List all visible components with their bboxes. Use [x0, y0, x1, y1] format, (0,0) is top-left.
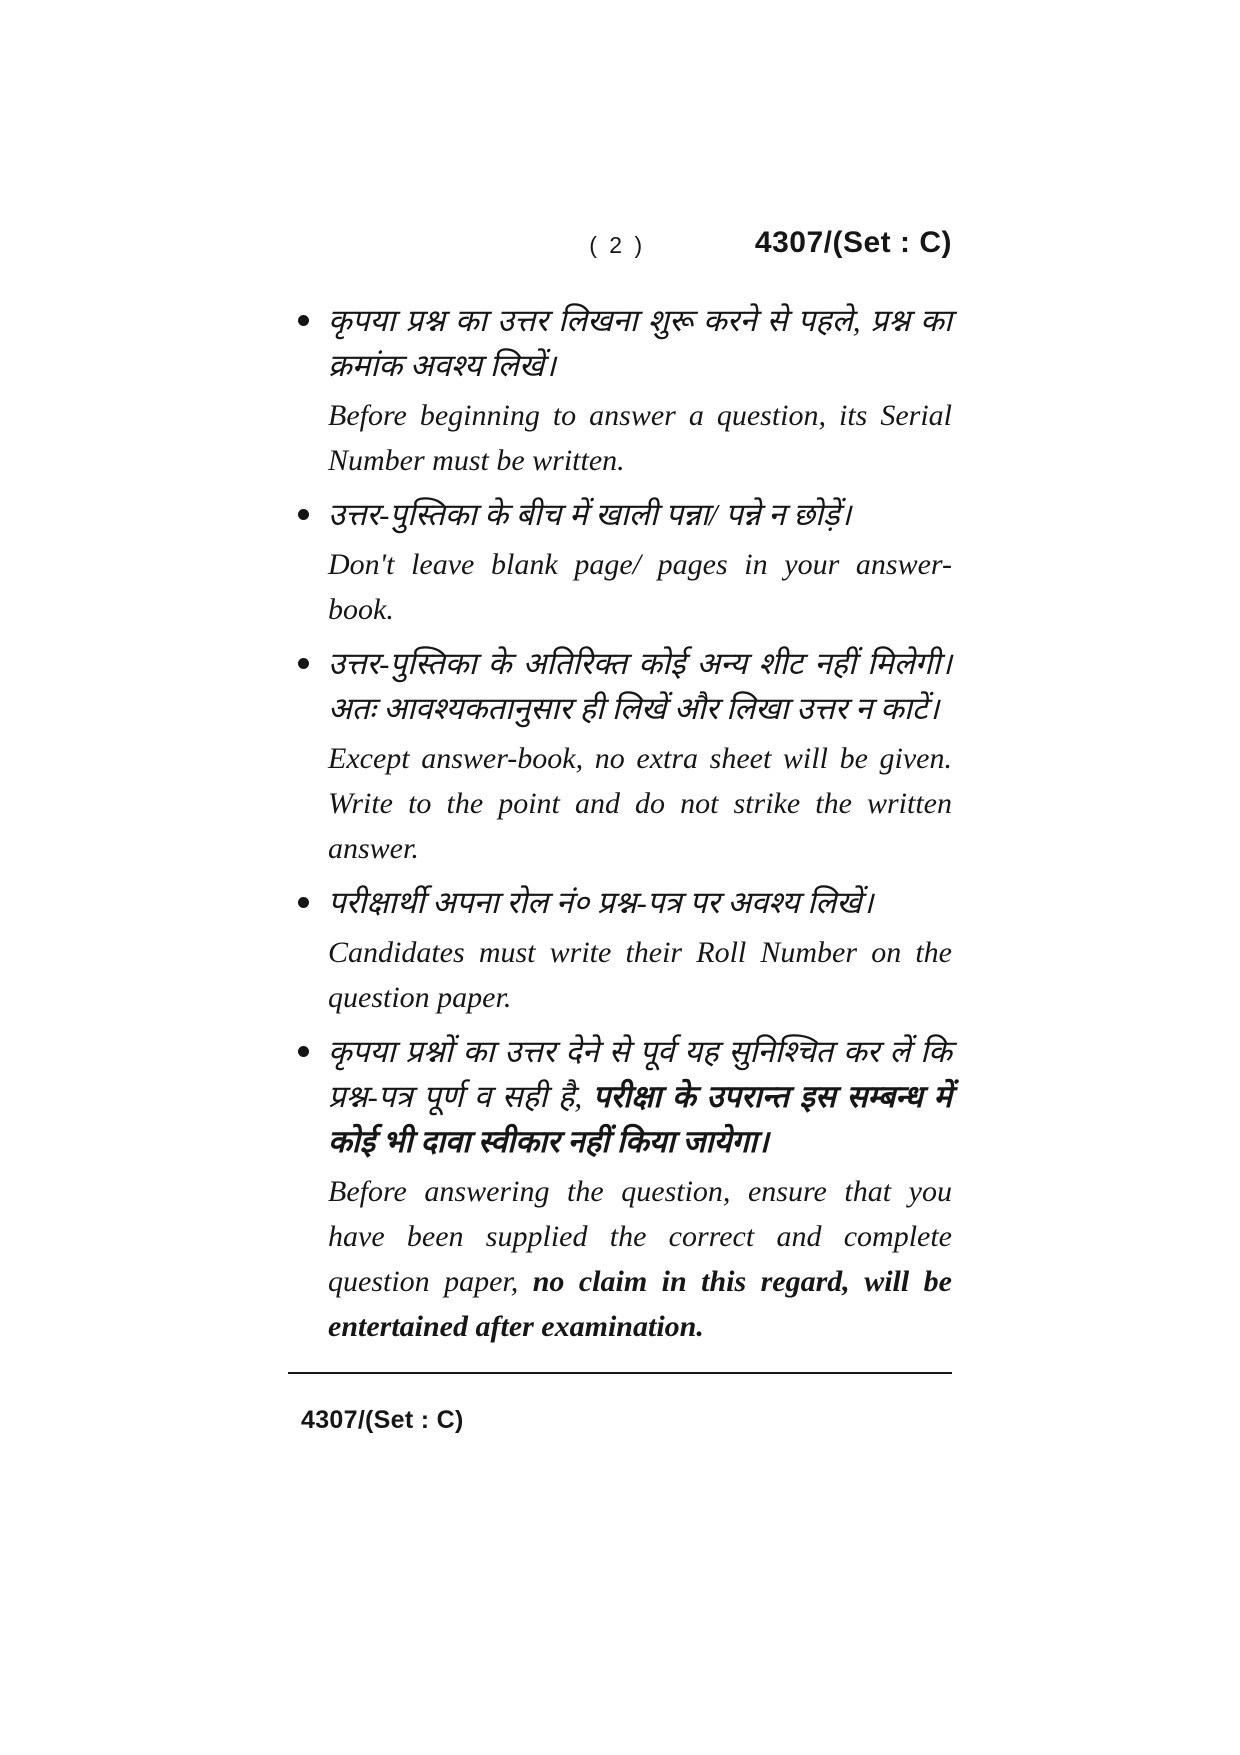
paper-code-header: 4307/(Set : C) — [754, 226, 952, 259]
instruction-hindi-text: उत्तर-पुस्तिका के अतिरिक्त कोई अन्य शीट नहीं मिलेगी। अतः आवश्यकतानुसार ही लिखें और लिखा उत्तर न काटें। — [328, 646, 952, 726]
instruction-english-text: Candidates must write their Roll Number on the question paper. — [328, 936, 952, 1014]
instruction-hindi-text: परीक्षार्थी अपना रोल नं० प्रश्न-पत्र पर अवश्य लिखें। — [328, 885, 874, 920]
instruction-item-2 — [288, 492, 952, 632]
page-header — [288, 226, 952, 264]
instructions-list — [288, 298, 952, 1349]
bullet-icon — [298, 1046, 309, 1057]
paper-code-footer: 4307/(Set : C) — [301, 1406, 464, 1434]
footer-divider — [288, 1372, 952, 1374]
bullet-icon — [298, 658, 309, 669]
instruction-english-text: Before beginning to answer a question, its Serial Number must be written. — [328, 399, 952, 477]
page-footer — [288, 1406, 952, 1435]
instruction-english-text: Don't leave blank page/ pages in your answer-book. — [328, 548, 952, 626]
instruction-hindi-text: कृपया प्रश्न का उत्तर लिखना शुरू करने से पहले, प्रश्न का क्रमांक अवश्य लिखें। — [328, 303, 952, 383]
instruction-item-4 — [288, 880, 952, 1020]
bullet-icon — [298, 897, 309, 908]
bullet-icon — [298, 509, 309, 520]
instruction-english-text — [328, 1169, 952, 1349]
bullet-icon — [298, 315, 309, 326]
instruction-item-3 — [288, 641, 952, 871]
instruction-hindi-text — [328, 1029, 952, 1164]
content-column — [288, 0, 952, 1435]
english-regular-text: Before answering the question, ensure that you have been supplied the correct and complete question paper, — [328, 1175, 952, 1298]
instruction-item-1 — [288, 298, 952, 483]
instruction-hindi-text: उत्तर-पुस्तिका के बीच में खाली पन्ना/ पन्ने न छोड़ें। — [328, 497, 852, 532]
page-number: ( 2 ) — [589, 232, 646, 258]
instruction-english-text: Except answer-book, no extra sheet will be given. Write to the point and do not strike the written answer. — [328, 742, 952, 865]
instruction-item-5 — [288, 1029, 952, 1349]
english-bold-text: no claim in this regard, will be entertained after examination. — [328, 1265, 952, 1343]
hindi-bold-text: परीक्षा के उपरान्त इस सम्बन्ध में कोई भी दावा स्वीकार नहीं किया जायेगा। — [328, 1079, 953, 1159]
hindi-regular-text: कृपया प्रश्नों का उत्तर देने से पूर्व यह सुनिश्चित कर लें कि प्रश्न-पत्र पूर्ण व सही है, — [328, 1034, 952, 1114]
